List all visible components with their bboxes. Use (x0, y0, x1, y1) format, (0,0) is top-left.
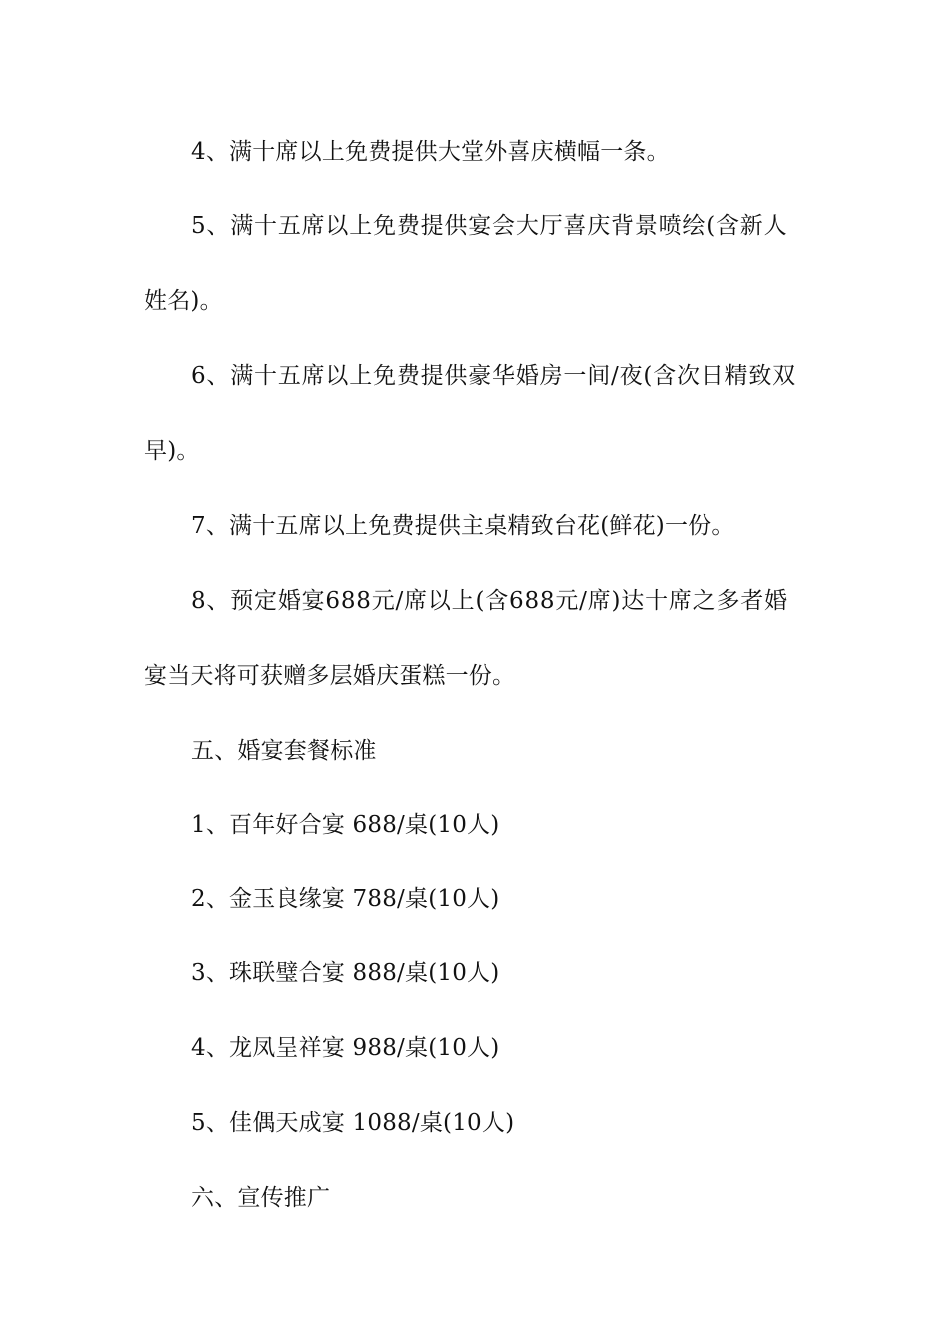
package-item-1: 1、百年好合宴 688/桌(10人) (191, 812, 500, 838)
package-item-4: 4、龙凤呈祥宴 988/桌(10人) (191, 1035, 500, 1061)
paragraph-item-4: 4、满十席以上免费提供大堂外喜庆横幅一条。 (191, 139, 670, 165)
paragraph-item-6-line-1: 6、满十五席以上免费提供豪华婚房一间/夜(含次日精致双 (191, 363, 796, 389)
paragraph-item-7: 7、满十五席以上免费提供主桌精致台花(鲜花)一份。 (191, 513, 735, 539)
package-item-5: 5、佳偶天成宴 1088/桌(10人) (191, 1110, 515, 1136)
section-heading-banquet-packages: 五、婚宴套餐标准 (191, 738, 377, 764)
package-item-2: 2、金玉良缘宴 788/桌(10人) (191, 886, 500, 912)
paragraph-item-6-line-2: 早)。 (144, 438, 200, 464)
section-heading-promotion: 六、宣传推广 (191, 1185, 331, 1211)
package-item-3: 3、珠联璧合宴 888/桌(10人) (191, 960, 500, 986)
paragraph-item-5-line-2: 姓名)。 (144, 288, 223, 314)
paragraph-item-8-line-2: 宴当天将可获赠多层婚庆蛋糕一份。 (144, 663, 516, 689)
paragraph-item-8-line-1: 8、预定婚宴688元/席以上(含688元/席)达十席之多者婚 (191, 588, 788, 614)
paragraph-item-5-line-1: 5、满十五席以上免费提供宴会大厅喜庆背景喷绘(含新人 (191, 213, 788, 239)
